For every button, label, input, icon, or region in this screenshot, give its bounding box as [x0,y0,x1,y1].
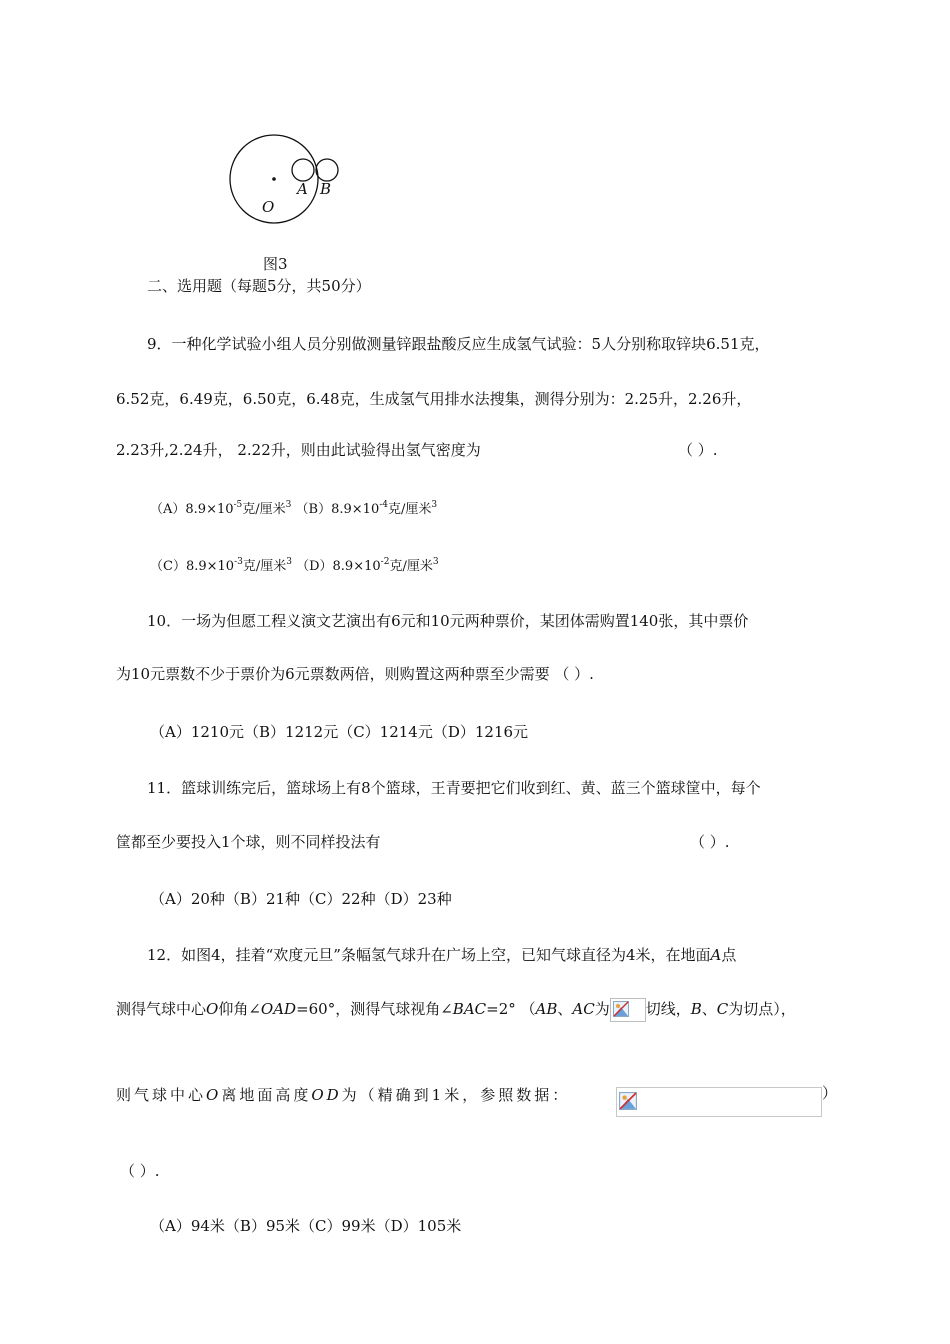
q12-line-2: 测得气球中心O仰角∠OAD=60°，测得气球视角∠BAC=2° （AB、AC为 切线，B、C为切点）， [116,998,796,1022]
q9-options-cd [150,555,439,574]
label-o: O [262,198,275,216]
broken-image-icon [610,998,646,1022]
broken-image-icon [619,1092,637,1110]
center-dot [272,177,276,181]
q10-line-2: 为10元票数不少于票价为6元票数两倍，则购置这两种票至少需要 （ ）. [116,665,594,683]
figure-3-diagram [222,128,352,230]
small-circle-a [292,159,314,181]
q12-line-3: 则气球中心O离地面高度OD为（精确到1米，参照数据： [116,1086,571,1104]
broken-image-reference-data [616,1087,822,1117]
q12-line-1: 12．如图4，挂着“欢度元旦”条幅氢气球升在广场上空，已知气球直径为4米，在地面A点 [147,946,737,964]
q10-line-1: 10．一场为但愿工程义演文艺演出有6元和10元两种票价，某团体需购置140张，其中票价 [147,612,749,630]
q9-option-b: $(B)8.9\times 10^{-4}$克/厘米$^3$ [295,500,438,517]
q9-option-a: $(A)8.9\times 10^{-5}$克/厘米$^3$ [150,500,292,517]
q9-line-2: 6.52克，6.49克，6.50克，6.48克，生成氢气用排水法搜集，测得分别为：2.25升，2.26升， [116,390,752,408]
q11-line-1: 11．篮球训练完后，篮球场上有8个篮球，王青要把它们收到红、黄、蓝三个篮球筐中，每个 [147,779,761,797]
q12-line-3-close: ） [822,1084,838,1102]
label-b: B [320,180,332,198]
q11-line-2: 筐都至少要投入1个球，则不同样投法有 [116,833,381,851]
q9-line-1: 9．一种化学试验小组人员分别做测量锌跟盐酸反应生成氢气试验：5人分别称取锌块6.51克， [147,335,770,353]
q12-answer-blank: （ ）. [120,1162,160,1180]
q10-options: （A）1210元（B）1212元（C）1214元（D）1216元 [150,723,529,741]
q9-answer-blank: （ ）. [678,441,718,459]
section-heading: 二、选用题（每题5分，共50分） [147,277,371,295]
q9-line-3: 2.23升,2.24升， 2.22升，则由此试验得出氢气密度为 [116,441,481,459]
label-a: A [297,180,308,198]
q11-answer-blank: （ ）. [690,833,730,851]
q12-options: （A）94米（B）95米（C）99米（D）105米 [150,1217,462,1235]
q9-options-ab [150,498,437,517]
small-circle-b [316,159,338,181]
q9-option-c: $(C)8.9\times 10^{-3}$克/厘米$^3$ [150,557,292,574]
figure-3-caption: 图3 [263,255,288,273]
q9-option-d: $(D)8.9\times 10^{-2}$克/厘米$^3$ [296,557,439,574]
q11-options: （A）20种（B）21种（C）22种（D）23种 [150,890,452,908]
